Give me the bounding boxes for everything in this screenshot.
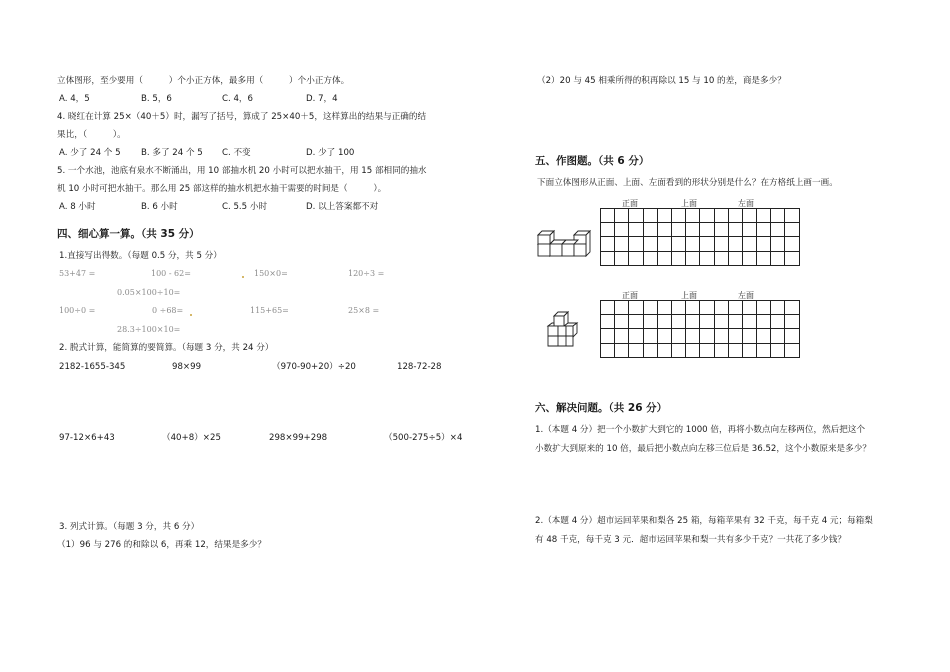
problem1-line1: 1.（本题 4 分）把一个小数扩大到它的 1000 倍，再将小数点向左移两位，然后把这个 — [535, 425, 866, 435]
sub2-title: 2. 脱式计算，能简算的要简算。（每题 3 分，共 24 分） — [59, 343, 274, 353]
calc-r1-1: 2182-1655-345 — [59, 362, 126, 372]
q4-line2: 果比，（ ）。 — [57, 130, 126, 140]
sub1-title: 1.直接写出得数。（每题 0.5 分，共 5 分） — [59, 251, 222, 261]
section4-title: 四、细心算一算。（共 35 分） — [57, 228, 200, 240]
q5-option-c: C. 5.5 小时 — [222, 202, 268, 212]
calc-r2-3: 298×99+298 — [269, 433, 328, 443]
sub3-title: 3. 列式计算。（每题 3 分，共 6 分） — [59, 522, 200, 532]
drawing-grid-2[interactable] — [600, 300, 800, 358]
q5-line2: 机 10 小时可把水抽干。那么用 25 部这样的抽水机把水抽干需要的时间是（ ）。 — [57, 184, 387, 194]
q4-option-d: D. 少了 100 — [306, 148, 355, 158]
calc-r2-2: （40+8）×25 — [162, 433, 221, 443]
q3-option-b: B. 5，6 — [141, 94, 172, 104]
oral-r3-3: 115+65= — [250, 306, 289, 315]
oral-r1-2: 100 - 62= — [151, 269, 191, 278]
oral-r3-1: 100÷0 = — [59, 306, 96, 315]
grid2-label-front: 正面 — [622, 291, 638, 300]
speck — [190, 314, 192, 316]
q4-option-a: A. 少了 24 个 5 — [59, 148, 121, 158]
sub3-q1: （1）96 与 276 的和除以 6，再乘 12，结果是多少？ — [57, 540, 266, 550]
grid2-label-top: 上面 — [681, 291, 697, 300]
oral-r3-2: 0 ÷68= — [152, 306, 184, 315]
calc-r2-1: 97-12×6+43 — [59, 433, 115, 443]
section5-desc: 下面立体图形从正面、上面、左面看到的形状分别是什么？在方格纸上画一画。 — [537, 178, 838, 188]
calc-r1-2: 98×99 — [172, 362, 202, 372]
q5-line1: 5. 一个水池，池底有泉水不断涌出，用 10 部抽水机 20 小时可以把水抽干，用 15 部相同的抽水 — [57, 166, 427, 176]
grid1-label-front: 正面 — [622, 199, 638, 208]
oral-r1-1: 53+47 = — [59, 269, 96, 278]
problem2-line1: 2.（本题 4 分）超市运回苹果和梨各 25 箱，每箱苹果有 32 千克，每千克 4 元；每箱梨 — [535, 516, 873, 526]
q3-continuation: 立体图形，至少要用（ ）个小正方体，最多用（ ）个小正方体。 — [57, 76, 350, 86]
q5-option-d: D. 以上答案都不对 — [306, 202, 379, 212]
q3-option-a: A. 4，5 — [59, 94, 90, 104]
oral-r4: 28.3÷100×10= — [117, 325, 181, 334]
q4-line1: 4. 晓红在计算 25×（40＋5）时，漏写了括号，算成了 25×40＋5，这样算出的结果与正确的结 — [57, 112, 427, 122]
drawing-grid-1[interactable] — [600, 208, 800, 266]
sub3-q2: （2）20 与 45 相乘所得的积再除以 15 与 10 的差，商是多少？ — [537, 76, 786, 86]
calc-r1-4: 128-72-28 — [397, 362, 442, 372]
problem1-line2: 小数扩大到原来的 10 倍，最后把小数点向左移三位后是 36.52，这个小数原来是多少？ — [535, 444, 871, 454]
grid2-label-left: 左面 — [738, 291, 754, 300]
grid1-label-top: 上面 — [681, 199, 697, 208]
q5-option-b: B. 6 小时 — [141, 202, 178, 212]
oral-r1-3: 150×0= — [254, 269, 288, 278]
section5-title: 五、作图题。（共 6 分） — [535, 155, 650, 167]
q3-option-c: C. 4，6 — [222, 94, 253, 104]
grid1-label-left: 左面 — [738, 199, 754, 208]
calc-r1-3: （970-90+20）÷20 — [272, 362, 356, 372]
q5-option-a: A. 8 小时 — [59, 202, 96, 212]
section6-title: 六、解决问题。（共 26 分） — [535, 402, 668, 414]
q4-option-c: C. 不变 — [222, 148, 251, 158]
speck — [242, 276, 244, 278]
cube-figure-2 — [545, 309, 579, 347]
cube-figure-1 — [535, 229, 595, 261]
oral-r2: 0.05×100÷10= — [117, 288, 181, 297]
oral-r1-4: 120÷3 = — [348, 269, 385, 278]
calc-r2-4: （500-275÷5）×4 — [384, 433, 463, 443]
q3-option-d: D. 7，4 — [306, 94, 338, 104]
q4-option-b: B. 多了 24 个 5 — [141, 148, 203, 158]
oral-r3-4: 25×8 = — [348, 306, 380, 315]
problem2-line2: 有 48 千克，每千克 3 元．超市运回苹果和梨一共有多少千克？一共花了多少钱？ — [535, 535, 846, 545]
